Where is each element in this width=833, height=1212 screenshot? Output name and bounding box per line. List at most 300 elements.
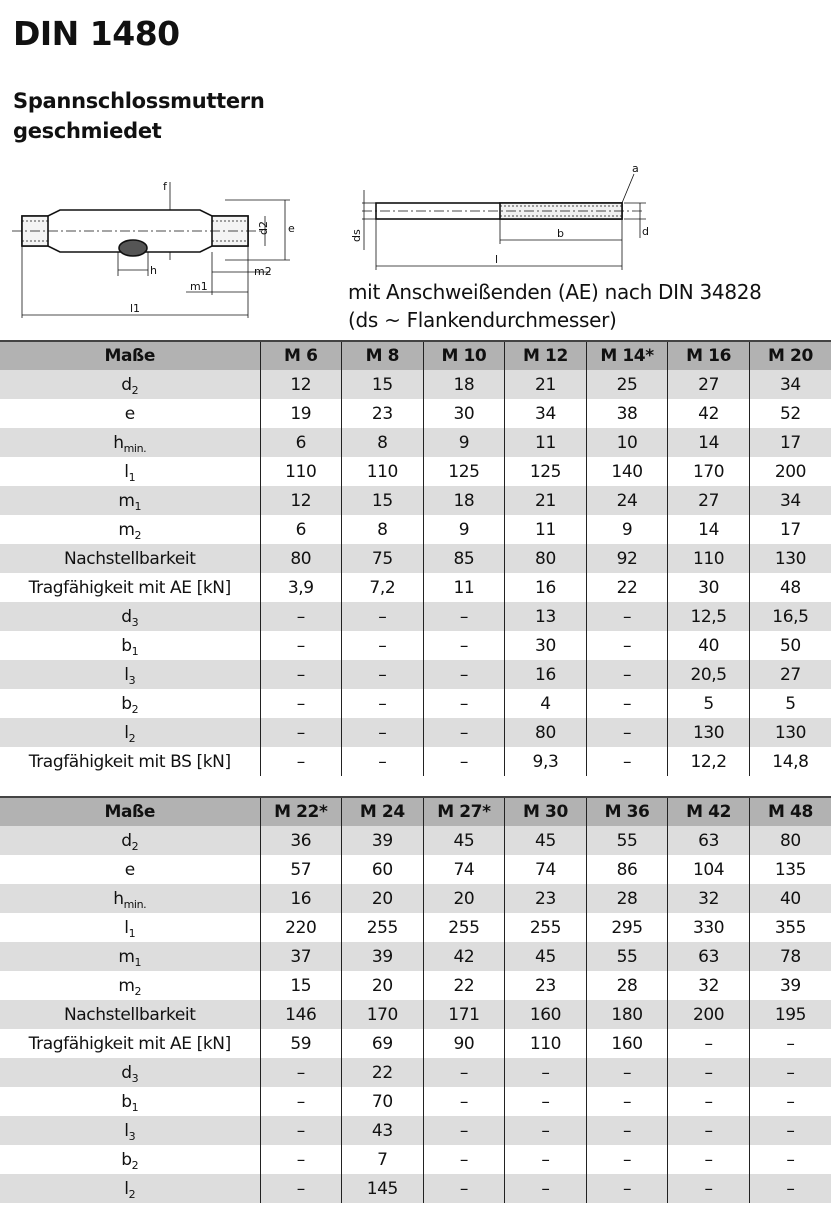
table-cell: 55 (586, 942, 668, 971)
table-cell: – (260, 660, 342, 689)
label-d: d (642, 225, 649, 238)
row-label (0, 1087, 260, 1116)
row-label-subscript: 3 (128, 1129, 136, 1143)
subtitle-line-1: Spannschlossmuttern (13, 89, 265, 113)
table-cell: 104 (668, 855, 750, 884)
table-cell: 78 (749, 942, 831, 971)
label-l: l (495, 253, 499, 266)
table-cell: – (260, 631, 342, 660)
table-cell: 74 (423, 855, 505, 884)
table-cell: – (668, 1116, 750, 1145)
table-cell: 27 (668, 486, 750, 515)
table-cell: 14,8 (749, 747, 831, 776)
row-label-subscript: 1 (128, 470, 136, 484)
table-row (0, 515, 831, 544)
table-cell: 171 (423, 1000, 505, 1029)
table-cell: – (668, 1174, 750, 1203)
table-cell: 39 (342, 942, 424, 971)
table-cell: 34 (749, 486, 831, 515)
table-cell: 17 (749, 515, 831, 544)
table-cell: 7,2 (342, 573, 424, 602)
table-cell: 220 (260, 913, 342, 942)
table-cell: 23 (505, 884, 587, 913)
table-row (0, 370, 831, 399)
table-cell: – (505, 1116, 587, 1145)
table-cell: 16 (260, 884, 342, 913)
table-cell: 14 (668, 515, 750, 544)
table-cell: – (505, 1087, 587, 1116)
table-cell: – (668, 1058, 750, 1087)
row-label-text: l (124, 722, 129, 743)
table-cell: – (423, 660, 505, 689)
table-cell: 18 (423, 486, 505, 515)
table-row (0, 1174, 831, 1203)
table-cell: – (586, 689, 668, 718)
row-label-text: b (121, 635, 132, 656)
label-ds: ds (350, 229, 363, 242)
table-cell: 170 (668, 457, 750, 486)
column-header-size: M 10 (423, 341, 505, 370)
table-cell: 12 (260, 486, 342, 515)
row-label (0, 399, 260, 428)
table-cell: 9 (423, 515, 505, 544)
table-cell: 170 (342, 1000, 424, 1029)
row-label (0, 1174, 260, 1203)
table-cell: 38 (586, 399, 668, 428)
table-cell: 9,3 (505, 747, 587, 776)
table-cell: 140 (586, 457, 668, 486)
table-cell: – (423, 631, 505, 660)
row-label (0, 602, 260, 631)
table-cell: 125 (505, 457, 587, 486)
table-cell: 24 (586, 486, 668, 515)
row-label (0, 913, 260, 942)
page-title: DIN 1480 (13, 14, 180, 53)
table-cell: – (586, 660, 668, 689)
table-cell: 57 (260, 855, 342, 884)
table-cell: 12,5 (668, 602, 750, 631)
table-cell: 10 (586, 428, 668, 457)
row-label-subscript: 3 (131, 1071, 139, 1085)
table-cell: 45 (505, 942, 587, 971)
row-label-subscript: min. (123, 897, 147, 911)
product-subtitle (13, 86, 265, 146)
table-cell: 195 (749, 1000, 831, 1029)
table-cell: 125 (423, 457, 505, 486)
dimensions-table-1 (0, 340, 831, 776)
row-label-text: m (118, 946, 135, 967)
ae-note-line-2: (ds ~ Flankendurchmesser) (348, 308, 617, 332)
row-label-subscript: 1 (131, 1100, 139, 1114)
row-label-text: m (118, 490, 135, 511)
table-cell: 22 (586, 573, 668, 602)
table-cell: 40 (668, 631, 750, 660)
table-cell: – (260, 1116, 342, 1145)
table-cell: 30 (668, 573, 750, 602)
table-cell: 85 (423, 544, 505, 573)
row-label (0, 660, 260, 689)
table-row (0, 884, 831, 913)
table-cell: – (260, 1174, 342, 1203)
table-cell: – (260, 1087, 342, 1116)
table-cell: 255 (423, 913, 505, 942)
table-cell: 11 (505, 515, 587, 544)
table-cell: 30 (423, 399, 505, 428)
column-header-size: M 8 (342, 341, 424, 370)
table-cell: 15 (260, 971, 342, 1000)
ae-note (348, 278, 762, 334)
table-cell: 20 (342, 971, 424, 1000)
row-label (0, 1058, 260, 1087)
table-row (0, 942, 831, 971)
table-cell: 23 (342, 399, 424, 428)
row-label (0, 718, 260, 747)
table-cell: 7 (342, 1145, 424, 1174)
table-cell: 130 (749, 718, 831, 747)
table-cell: 28 (586, 971, 668, 1000)
table-cell: 30 (505, 631, 587, 660)
table-cell: – (423, 718, 505, 747)
table-cell: – (423, 1116, 505, 1145)
column-header-size: M 6 (260, 341, 342, 370)
table-cell: – (749, 1145, 831, 1174)
table-cell: – (423, 1174, 505, 1203)
column-header-size: M 36 (586, 797, 668, 826)
table-cell: 74 (505, 855, 587, 884)
column-header-size: M 12 (505, 341, 587, 370)
table-cell: 3,9 (260, 573, 342, 602)
row-label-text: l (124, 461, 129, 482)
table-cell: 5 (668, 689, 750, 718)
table-row (0, 428, 831, 457)
table-cell: 40 (749, 884, 831, 913)
table-cell: – (342, 747, 424, 776)
table-cell: 22 (342, 1058, 424, 1087)
label-d2: d2 (257, 221, 270, 235)
table-cell: – (423, 1058, 505, 1087)
table-cell: 92 (586, 544, 668, 573)
table-cell: – (586, 1174, 668, 1203)
row-label-text: h (113, 888, 124, 909)
table-cell: 27 (668, 370, 750, 399)
table-cell: 80 (505, 718, 587, 747)
table-cell: – (586, 1058, 668, 1087)
row-label-subscript: min. (123, 441, 147, 455)
table-row (0, 1087, 831, 1116)
table-row (0, 573, 831, 602)
table-cell: – (586, 718, 668, 747)
table-cell: 11 (423, 573, 505, 602)
table-row (0, 718, 831, 747)
table-cell: 130 (749, 544, 831, 573)
table-row (0, 457, 831, 486)
table-cell: 80 (505, 544, 587, 573)
table-cell: – (260, 1145, 342, 1174)
table-cell: – (749, 1174, 831, 1203)
turnbuckle-nut-drawing (12, 182, 290, 318)
table-cell: – (586, 602, 668, 631)
table-cell: 16 (505, 573, 587, 602)
row-label (0, 971, 260, 1000)
table-cell: – (423, 602, 505, 631)
table-cell: 11 (505, 428, 587, 457)
row-label-text: l (124, 1120, 129, 1141)
table-cell: – (260, 689, 342, 718)
table-cell: 60 (342, 855, 424, 884)
table-cell: – (749, 1029, 831, 1058)
table-cell: 110 (505, 1029, 587, 1058)
table-cell: 145 (342, 1174, 424, 1203)
table-cell: – (423, 689, 505, 718)
label-h: h (150, 264, 157, 277)
row-label (0, 486, 260, 515)
column-header-size: M 30 (505, 797, 587, 826)
row-label-subscript: 3 (128, 673, 136, 687)
table-cell: 14 (668, 428, 750, 457)
table-cell: 39 (749, 971, 831, 1000)
table-cell: 160 (505, 1000, 587, 1029)
table-cell: – (342, 718, 424, 747)
table-cell: 25 (586, 370, 668, 399)
column-header-size: M 24 (342, 797, 424, 826)
table-cell: 21 (505, 370, 587, 399)
table-cell: 42 (668, 399, 750, 428)
table-cell: 45 (505, 826, 587, 855)
row-label (0, 631, 260, 660)
table-cell: 180 (586, 1000, 668, 1029)
table-cell: 69 (342, 1029, 424, 1058)
table-cell: 18 (423, 370, 505, 399)
table-cell: 39 (342, 826, 424, 855)
table-row (0, 913, 831, 942)
table-cell: – (749, 1087, 831, 1116)
row-label (0, 1116, 260, 1145)
table-cell: – (260, 718, 342, 747)
table-cell: 22 (423, 971, 505, 1000)
label-b: b (557, 227, 564, 240)
table-row (0, 971, 831, 1000)
row-label-subscript: 2 (131, 702, 139, 716)
table-cell: – (505, 1145, 587, 1174)
table-cell: – (342, 602, 424, 631)
column-header-label: Maße (0, 341, 260, 370)
column-header-label: Maße (0, 797, 260, 826)
row-label-text: l (124, 664, 129, 685)
label-m1: m1 (190, 280, 208, 293)
table-cell: 86 (586, 855, 668, 884)
ae-note-line-1: mit Anschweißenden (AE) nach DIN 34828 (348, 280, 762, 304)
row-label-subscript: 1 (128, 926, 136, 940)
table-cell: 55 (586, 826, 668, 855)
table-cell: 20,5 (668, 660, 750, 689)
row-label-subscript: 1 (134, 499, 142, 513)
table-cell: 9 (423, 428, 505, 457)
table-cell: 12 (260, 370, 342, 399)
table-cell: – (586, 1087, 668, 1116)
table-header-row (0, 797, 831, 826)
table-cell: 330 (668, 913, 750, 942)
row-label-text: e (124, 403, 135, 424)
row-label (0, 884, 260, 913)
table-cell: 12,2 (668, 747, 750, 776)
table-cell: 20 (423, 884, 505, 913)
column-header-size: M 42 (668, 797, 750, 826)
row-label-subscript: 2 (131, 1158, 139, 1172)
table-cell: 63 (668, 942, 750, 971)
table-cell: – (749, 1058, 831, 1087)
table-cell: 200 (749, 457, 831, 486)
table-row (0, 826, 831, 855)
table-cell: 34 (505, 399, 587, 428)
row-label-text: b (121, 1091, 132, 1112)
table-cell: 9 (586, 515, 668, 544)
column-header-size: M 14* (586, 341, 668, 370)
row-label-text: l (124, 917, 129, 938)
row-label-text: m (118, 975, 135, 996)
row-label (0, 370, 260, 399)
table-cell: – (586, 631, 668, 660)
table-cell: 255 (505, 913, 587, 942)
table-cell: 23 (505, 971, 587, 1000)
table-cell: 32 (668, 884, 750, 913)
anschweissende-drawing (362, 174, 646, 270)
label-l1: l1 (130, 302, 141, 315)
table-cell: 16 (505, 660, 587, 689)
row-label (0, 1145, 260, 1174)
table-cell: 19 (260, 399, 342, 428)
table-header-row (0, 341, 831, 370)
table-row (0, 855, 831, 884)
row-label (0, 689, 260, 718)
table-cell: 42 (423, 942, 505, 971)
table-cell: – (342, 660, 424, 689)
table-row (0, 1145, 831, 1174)
table-cell: 70 (342, 1087, 424, 1116)
row-label-subscript: 2 (134, 984, 142, 998)
table-cell: – (342, 631, 424, 660)
table-cell: – (423, 1145, 505, 1174)
column-header-size: M 22* (260, 797, 342, 826)
column-header-size: M 27* (423, 797, 505, 826)
table-cell: 45 (423, 826, 505, 855)
row-label-text: h (113, 432, 124, 453)
row-label (0, 1000, 260, 1029)
table-cell: 43 (342, 1116, 424, 1145)
subtitle-line-2: geschmiedet (13, 119, 162, 143)
table-cell: 75 (342, 544, 424, 573)
table-cell: – (260, 1058, 342, 1087)
row-label-text: Tragfähigkeit mit AE [kN] (28, 1033, 231, 1054)
table-cell: – (423, 1087, 505, 1116)
row-label (0, 1029, 260, 1058)
table-row (0, 747, 831, 776)
table-cell: 27 (749, 660, 831, 689)
table-cell: 34 (749, 370, 831, 399)
row-label-text: e (124, 859, 135, 880)
table-cell: – (505, 1174, 587, 1203)
table-cell: 146 (260, 1000, 342, 1029)
row-label-text: b (121, 693, 132, 714)
table-cell: 20 (342, 884, 424, 913)
row-label (0, 942, 260, 971)
row-label (0, 573, 260, 602)
table-row (0, 1029, 831, 1058)
row-label (0, 457, 260, 486)
row-label-subscript: 2 (128, 731, 136, 745)
table-cell: 50 (749, 631, 831, 660)
row-label (0, 826, 260, 855)
table-row (0, 399, 831, 428)
table-cell: 37 (260, 942, 342, 971)
table-cell: 15 (342, 486, 424, 515)
table-cell: 200 (668, 1000, 750, 1029)
table-cell: 135 (749, 855, 831, 884)
table-cell: – (586, 1145, 668, 1174)
table-cell: 59 (260, 1029, 342, 1058)
table-cell: – (586, 747, 668, 776)
row-label-text: Tragfähigkeit mit BS [kN] (28, 751, 231, 772)
table-cell: 52 (749, 399, 831, 428)
table-cell: – (342, 689, 424, 718)
row-label-text: m (118, 519, 135, 540)
table-cell: 80 (260, 544, 342, 573)
column-header-size: M 48 (749, 797, 831, 826)
table-cell: – (505, 1058, 587, 1087)
row-label-text: l (124, 1178, 129, 1199)
table-cell: 110 (342, 457, 424, 486)
table-row (0, 544, 831, 573)
row-label-text: d (121, 606, 132, 627)
table-cell: 90 (423, 1029, 505, 1058)
row-label-text: d (121, 374, 132, 395)
row-label (0, 747, 260, 776)
row-label-text: Nachstellbarkeit (63, 548, 196, 569)
row-label (0, 855, 260, 884)
table-row (0, 486, 831, 515)
table-cell: 130 (668, 718, 750, 747)
table-cell: 255 (342, 913, 424, 942)
row-label-subscript: 1 (134, 955, 142, 969)
table-cell: 355 (749, 913, 831, 942)
table-cell: 16,5 (749, 602, 831, 631)
row-label-subscript: 2 (131, 383, 139, 397)
table-cell: – (668, 1087, 750, 1116)
table-cell: 4 (505, 689, 587, 718)
table-cell: – (668, 1029, 750, 1058)
table-cell: 13 (505, 602, 587, 631)
row-label (0, 515, 260, 544)
label-e: e (288, 222, 295, 235)
table-cell: – (260, 602, 342, 631)
table-cell: 63 (668, 826, 750, 855)
row-label-subscript: 2 (131, 839, 139, 853)
label-f: f (163, 180, 167, 193)
table-cell: 17 (749, 428, 831, 457)
table-cell: 6 (260, 515, 342, 544)
row-label-subscript: 3 (131, 615, 139, 629)
table-cell: 5 (749, 689, 831, 718)
table-row (0, 631, 831, 660)
table-row (0, 1116, 831, 1145)
row-label-text: d (121, 830, 132, 851)
table-cell: 110 (668, 544, 750, 573)
row-label-text: d (121, 1062, 132, 1083)
table-cell: 21 (505, 486, 587, 515)
table-cell: – (423, 747, 505, 776)
table-row (0, 1000, 831, 1029)
table-row (0, 660, 831, 689)
row-label-subscript: 1 (131, 644, 139, 658)
